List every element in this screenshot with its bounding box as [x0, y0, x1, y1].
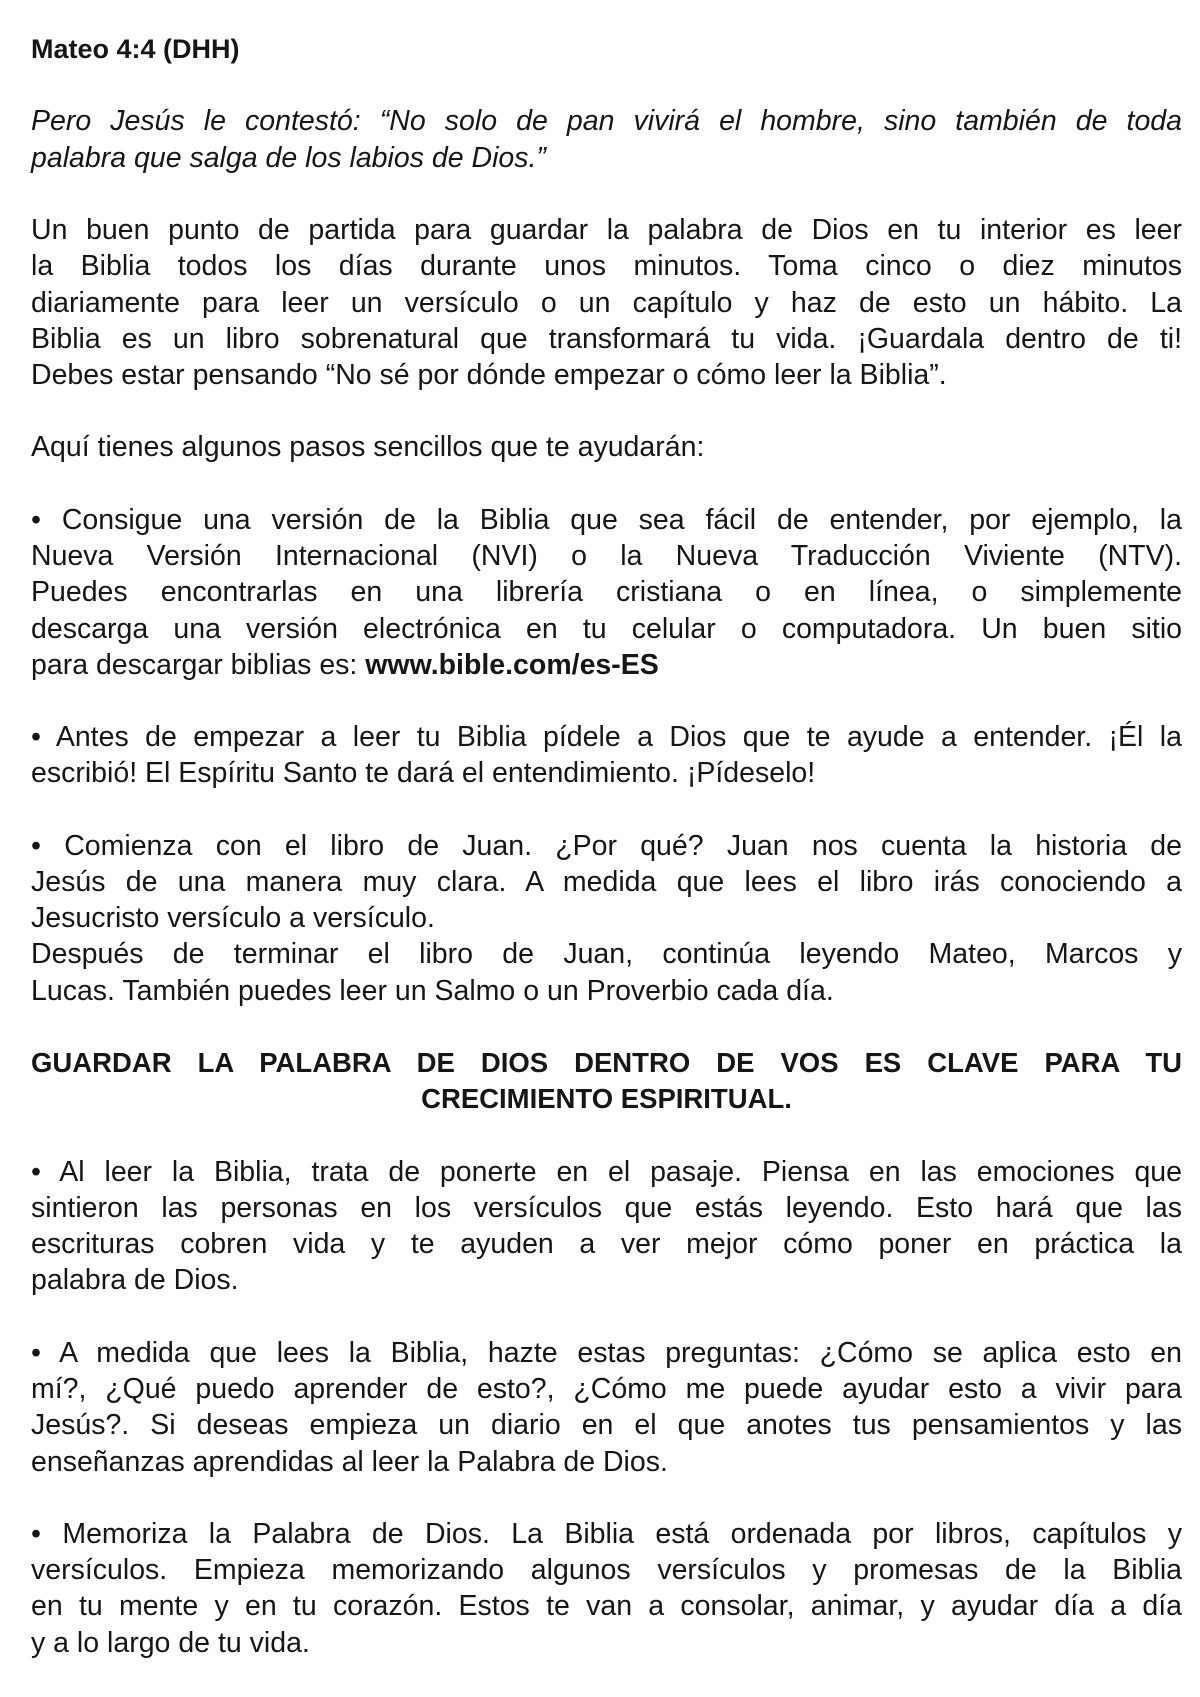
bullet-pray-before-reading [31, 719, 1182, 791]
paragraph-spacer [31, 67, 1182, 103]
text-line: CRECIMIENTO ESPIRITUAL. [421, 1083, 792, 1115]
text-line: • Antes de empezar a leer tu Biblia pídele a Dios que te ayude a entender. ¡Él la [31, 721, 1182, 754]
bullet-put-yourself-in-passage [31, 1154, 1182, 1299]
text-line: palabra de Dios. [31, 1264, 239, 1297]
text-line: Después de terminar el libro de Juan, continúa leyendo Mateo, Marcos y [31, 938, 1182, 971]
bullet-memorize-word [31, 1516, 1182, 1661]
text-line: Jesucristo versículo a versículo. [31, 902, 435, 935]
paragraph-spacer [31, 176, 1182, 212]
text-line: Lucas. También puedes leer un Salmo o un Proverbio cada día. [31, 974, 834, 1007]
text-line: • Comienza con el libro de Juan. ¿Por qué? Juan nos cuenta la historia de [31, 829, 1182, 862]
paragraph-spacer [31, 683, 1182, 719]
document-body [31, 31, 1182, 1661]
paragraph-spacer [31, 1009, 1182, 1045]
text-line: palabra que salga de los labios de Dios.” [31, 141, 546, 174]
text-line: • Al leer la Biblia, trata de ponerte en el pasaje. Piensa en las emociones que [31, 1155, 1182, 1188]
text-line: GUARDAR LA PALABRA DE DIOS DENTRO DE VOS ES CLAVE PARA TU [31, 1047, 1182, 1079]
text-line: Aquí tienes algunos pasos sencillos que te ayudarán: [31, 431, 705, 464]
text-line: Debes estar pensando “No sé por dónde empezar o cómo leer la Biblia”. [31, 358, 947, 391]
text-line: la Biblia todos los días durante unos minutos. Toma cinco o diez minutos [31, 250, 1182, 283]
paragraph-spacer [31, 1118, 1182, 1154]
text-line: escrituras cobren vida y te ayuden a ver mejor cómo poner en práctica la [31, 1228, 1182, 1261]
steps-intro-paragraph [31, 429, 1182, 465]
text-line: escribió! El Espíritu Santo te dará el entendimiento. ¡Pídeselo! [31, 757, 816, 790]
bible-website-link[interactable]: www.bible.com/es-ES [365, 648, 659, 681]
text-line: Jesús?. Si deseas empieza un diario en el que anotes tus pensamientos y las [31, 1409, 1182, 1442]
verse-reference-heading [31, 31, 1182, 67]
callout-heading [31, 1045, 1182, 1117]
paragraph-spacer [31, 1480, 1182, 1516]
paragraph-spacer [31, 393, 1182, 429]
text-line: mí?, ¿Qué puedo aprender de esto?, ¿Cómo me puede ayudar esto a vivir para [31, 1373, 1182, 1406]
text-line: Mateo 4:4 (DHH) [31, 34, 240, 64]
text-line: • Memoriza la Palabra de Dios. La Biblia está ordenada por libros, capítulos y [31, 1517, 1182, 1550]
text-line: Pero Jesús le contestó: “No solo de pan vivirá el hombre, sino también de toda [31, 105, 1182, 138]
text-line: sintieron las personas en los versículos que estás leyendo. Esto hará que las [31, 1192, 1182, 1224]
text-line: y a lo largo de tu vida. [31, 1626, 310, 1659]
verse-quote [31, 103, 1182, 175]
text-line: Nueva Versión Internacional (NVI) o la Nueva Traducción Viviente (NTV). [31, 540, 1182, 573]
intro-paragraph [31, 212, 1182, 393]
text-line: Un buen punto de partida para guardar la palabra de Dios en tu interior es leer [31, 214, 1182, 247]
text-line [31, 647, 1182, 683]
bullet-ask-questions [31, 1335, 1182, 1480]
text-line: • A medida que lees la Biblia, hazte estas preguntas: ¿Cómo se aplica esto en [31, 1336, 1182, 1369]
text-line: diariamente para leer un versículo o un capítulo y haz de esto un hábito. La [31, 286, 1182, 319]
bullet-get-bible-version [31, 502, 1182, 683]
text-line: descarga una versión electrónica en tu celular o computadora. Un buen sitio [31, 612, 1182, 645]
paragraph-spacer [31, 792, 1182, 828]
paragraph-spacer [31, 466, 1182, 502]
paragraph-spacer [31, 1299, 1182, 1335]
text-line: versículos. Empieza memorizando algunos versículos y promesas de la Biblia [31, 1554, 1182, 1587]
text-line: Biblia es un libro sobrenatural que transformará tu vida. ¡Guardala dentro de ti! [31, 322, 1182, 355]
text-line: en tu mente y en tu corazón. Estos te van a consolar, animar, y ayudar día a día [31, 1590, 1182, 1623]
bullet-start-with-john [31, 828, 1182, 1009]
text-line: Puedes encontrarlas en una librería cristiana o en línea, o simplemente [31, 576, 1182, 609]
text-line: enseñanzas aprendidas al leer la Palabra de Dios. [31, 1445, 668, 1478]
text-line: Jesús de una manera muy clara. A medida que lees el libro irás conociendo a [31, 866, 1182, 899]
text-line: • Consigue una versión de la Biblia que sea fácil de entender, por ejemplo, la [31, 503, 1182, 536]
text-segment: para descargar biblias es: [31, 648, 366, 681]
